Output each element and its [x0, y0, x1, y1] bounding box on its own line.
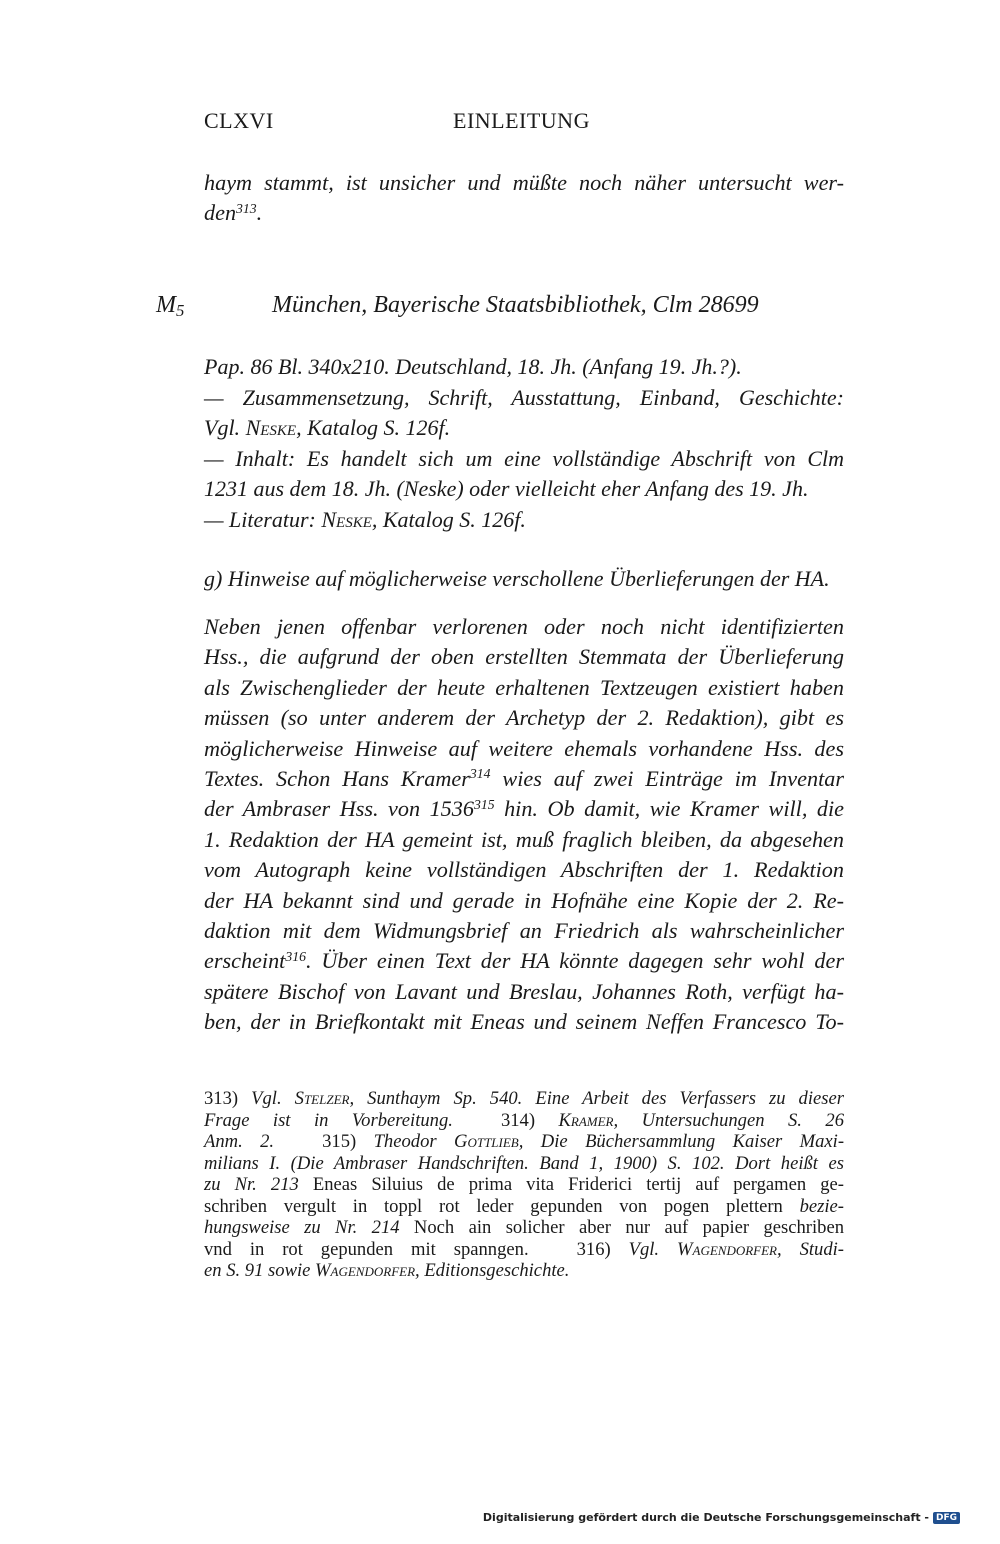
footnote-line: [204, 1260, 844, 1282]
text-line: spätere Bischof von Lavant und Breslau, Johannes Roth, verfügt ha-: [204, 978, 844, 1004]
desc-line: — Zusammensetzung, Schrift, Ausstattung, Einband, Geschichte:: [204, 384, 844, 410]
footnotes: [204, 1088, 844, 1282]
author-name: Kramer: [558, 1109, 614, 1131]
text-line: [204, 764, 844, 794]
text-fragment: , Katalog S. 126f.: [296, 415, 451, 441]
text-fragment: der Ambraser Hss. von 1536: [204, 796, 474, 822]
text-line: der HA bekannt sind und gerade in Hofnähe eine Kopie der 2. Re-: [204, 887, 844, 913]
desc-line: [204, 413, 844, 444]
text-line: daktion mit dem Widmungsbrief an Friedrich als wahrscheinlicher: [204, 918, 844, 944]
section-heading: g) Hinweise auf möglicherweise verschollene Überlieferungen der HA.: [204, 566, 830, 591]
text-line: ben, der in Briefkontakt mit Eneas und seinem Neffen Francesco To-: [204, 1009, 844, 1035]
text-fragment: , Sunthaym Sp. 540. Eine Arbeit des Verfassers zu dieser: [349, 1088, 844, 1109]
dfg-logo: DFG: [933, 1512, 960, 1524]
footnote-line: [204, 1131, 844, 1153]
funding-text: Digitalisierung gefördert durch die Deutsche Forschungsgemeinschaft -: [482, 1511, 929, 1524]
footnote-line: [204, 1217, 844, 1239]
text-fragment: bezie-: [799, 1195, 844, 1217]
text-line: möglicherweise Hinweise auf weitere ehemals vorhandene Hss. des: [204, 735, 844, 761]
text-fragment: , Editionsgeschichte.: [415, 1260, 570, 1281]
footnote-line: [204, 1088, 844, 1110]
text-line: müssen (so unter anderem der Archetyp der 2. Redaktion), gibt es: [204, 705, 844, 731]
text-line: [204, 198, 844, 228]
footnote-line: milians I. (Die Ambraser Handschriften. Band 1, 1900) S. 102. Dort heißt es: [204, 1152, 844, 1174]
quoted-text: vnd in rot gepunden mit spanngen.: [204, 1238, 529, 1260]
desc-line: 1231 aus dem 18. Jh. (Neske) oder vielleicht eher Anfang des 19. Jh.: [204, 476, 809, 502]
text-line: 1. Redaktion der HA gemeint ist, muß fraglich bleiben, da abgesehen: [204, 826, 844, 852]
manuscript-heading: München, Bayerische Staatsbibliothek, Clm 28699: [272, 292, 759, 318]
manuscript-siglum: [156, 292, 184, 319]
text-line: Hss., die aufgrund der oben erstellten Stemmata der Überlieferung: [204, 644, 844, 670]
footnote-number: 315): [322, 1131, 374, 1152]
text-fragment: Anm. 2.: [204, 1131, 275, 1152]
text-fragment: , Die Büchersammlung Kaiser Maxi-: [518, 1131, 845, 1152]
footnote-ref: 316: [285, 948, 306, 964]
text-fragment: Vgl.: [251, 1088, 295, 1109]
text-fragment: hungsweise zu Nr. 214: [204, 1217, 400, 1238]
text-fragment: . Über einen Text der HA könnte dagegen sehr wohl der: [305, 948, 844, 974]
desc-line: — Inhalt: Es handelt sich um eine vollständige Abschrift von Clm: [204, 445, 844, 471]
footnote-number: 313): [204, 1088, 252, 1109]
text-fragment: .: [256, 200, 263, 226]
footnote-number: 314): [500, 1109, 559, 1131]
siglum-letter: M: [156, 292, 176, 318]
text-fragment: Theodor: [373, 1131, 455, 1152]
text-fragment: Vgl.: [204, 415, 246, 441]
main-paragraph: [204, 612, 844, 1038]
quoted-text: schriben vergult in toppl rot leder gepunden von pogen plettern: [204, 1195, 800, 1217]
text-fragment: zu Nr. 213: [204, 1174, 299, 1195]
text-line: [204, 946, 844, 976]
footnote-line: [204, 1196, 844, 1218]
text-line: vom Autograph keine vollständigen Abschriften der 1. Redaktion: [204, 857, 844, 883]
text-fragment: erscheint: [204, 948, 286, 974]
text-line: haym stammt, ist unsicher und müßte noch näher untersucht wer-: [204, 170, 844, 195]
author-name: Wagendorfer: [315, 1260, 416, 1281]
text-fragment: , Katalog S. 126f.: [371, 506, 526, 532]
author-name: Neske: [245, 415, 297, 441]
footnote-line: [204, 1110, 844, 1132]
quoted-text: Eneas Siluius de prima vita Friderici tertij auf pergamen ge-: [298, 1174, 844, 1195]
text-fragment: , Studi-: [777, 1238, 844, 1260]
footnote-number: 316): [576, 1238, 629, 1260]
text-fragment: den: [204, 200, 237, 226]
author-name: Neske: [321, 506, 372, 532]
manuscript-description: [204, 352, 844, 536]
author-name: Gottlieb: [454, 1131, 519, 1152]
footnote-ref: 314: [469, 766, 491, 782]
footnote-line: [204, 1174, 844, 1196]
text-fragment: hin. Ob damit, wie Kramer will, die: [494, 796, 844, 822]
page-number: CLXVI: [204, 108, 274, 133]
text-fragment: Frage ist in Vorbereitung.: [204, 1109, 453, 1131]
footnote-line: [204, 1239, 844, 1261]
footnote-ref: 315: [473, 796, 495, 812]
quoted-text: Noch ain solicher aber nur auf papier geschriben: [399, 1217, 844, 1238]
desc-line: Pap. 86 Bl. 340x210. Deutschland, 18. Jh. (Anfang 19. Jh.?).: [204, 354, 742, 379]
text-fragment: Textes. Schon Hans Kramer: [204, 766, 470, 792]
text-fragment: wies auf zwei Einträge im Inventar: [490, 766, 844, 792]
text-fragment: , Untersuchungen S. 26: [613, 1109, 844, 1131]
siglum-number: 5: [176, 301, 185, 321]
text-fragment: en S. 91 sowie: [204, 1260, 316, 1281]
author-name: Wagendorfer: [677, 1238, 777, 1260]
author-name: Stelzer: [294, 1088, 350, 1109]
running-title: EINLEITUNG: [453, 108, 590, 133]
footnote-ref: 313: [236, 200, 257, 216]
text-line: Neben jenen offenbar verlorenen oder noch nicht identifizierten: [204, 614, 844, 639]
text-line: als Zwischenglieder der heute erhaltenen Textzeugen existiert haben: [204, 674, 844, 700]
continuation-paragraph: [204, 168, 844, 229]
text-fragment: — Literatur:: [204, 506, 322, 532]
text-fragment: Vgl.: [628, 1238, 678, 1260]
funding-note: [483, 1511, 960, 1524]
text-line: [204, 794, 844, 824]
desc-line: [204, 505, 844, 536]
